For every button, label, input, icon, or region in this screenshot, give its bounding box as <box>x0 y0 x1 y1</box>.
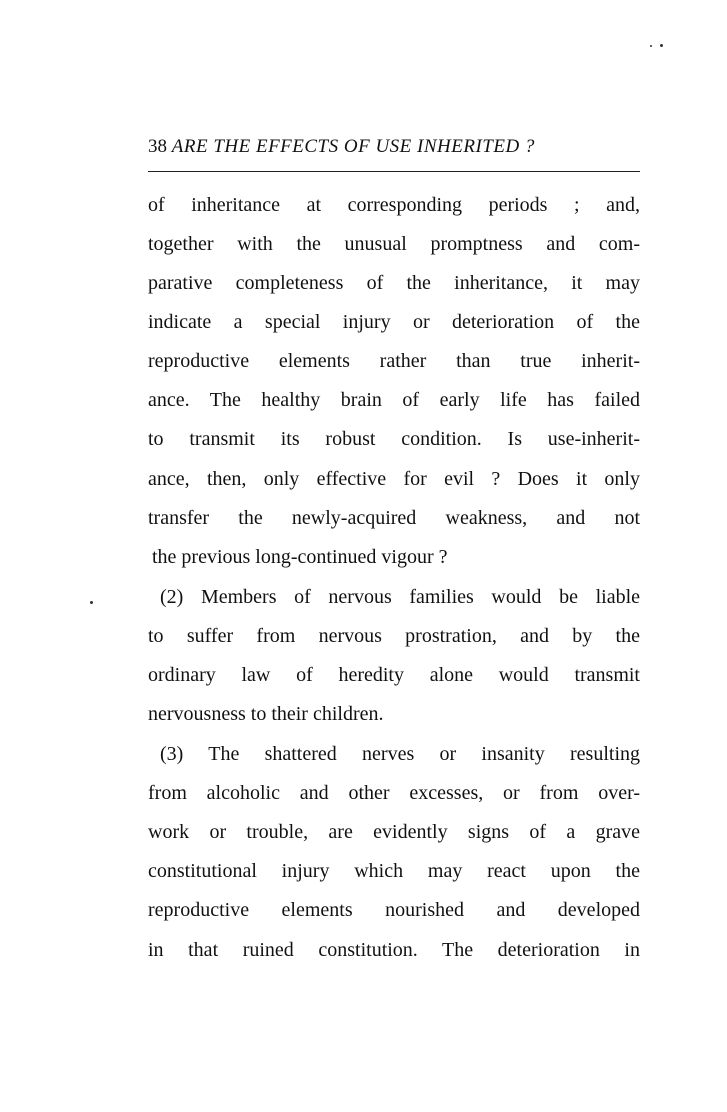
text-line: (3) The shattered nerves or insanity resulting <box>160 743 640 765</box>
running-header <box>148 136 640 158</box>
scan-speck <box>90 601 93 604</box>
text-line: in that ruined constitution. The deterioration in <box>148 939 640 961</box>
text-line: to transmit its robust condition. Is use-inherit- <box>148 428 640 450</box>
text-line: ordinary law of heredity alone would transmit <box>148 664 640 686</box>
running-title: ARE THE EFFECTS OF USE INHERITED ? <box>171 136 535 157</box>
text-line: (2) Members of nervous families would be liable <box>160 586 640 608</box>
text-line: of inheritance at corresponding periods ; and, <box>148 194 640 216</box>
text-line: to suffer from nervous prostration, and by the <box>148 625 640 647</box>
header-rule <box>148 171 640 172</box>
text-line: transfer the newly-acquired weakness, and not <box>148 507 640 529</box>
text-line: indicate a special injury or deterioration of the <box>148 311 640 333</box>
page-number: 38 <box>148 136 167 157</box>
text-line: constitutional injury which may react upon the <box>148 860 640 882</box>
text-line: the previous long-continued vigour ? <box>152 546 448 568</box>
text-line: ance, then, only effective for evil ? Does it only <box>148 468 640 490</box>
text-line: work or trouble, are evidently signs of a grave <box>148 821 640 843</box>
scan-speck <box>650 45 652 47</box>
scan-speck <box>660 44 663 47</box>
text-line: from alcoholic and other excesses, or from over- <box>148 782 640 804</box>
text-line: reproductive elements nourished and developed <box>148 899 640 921</box>
text-line: nervousness to their children. <box>148 703 384 725</box>
text-line: parative completeness of the inheritance, it may <box>148 272 640 294</box>
text-line: reproductive elements rather than true inherit- <box>148 350 640 372</box>
text-line: ance. The healthy brain of early life has failed <box>148 389 640 411</box>
text-line: together with the unusual promptness and com- <box>148 233 640 255</box>
